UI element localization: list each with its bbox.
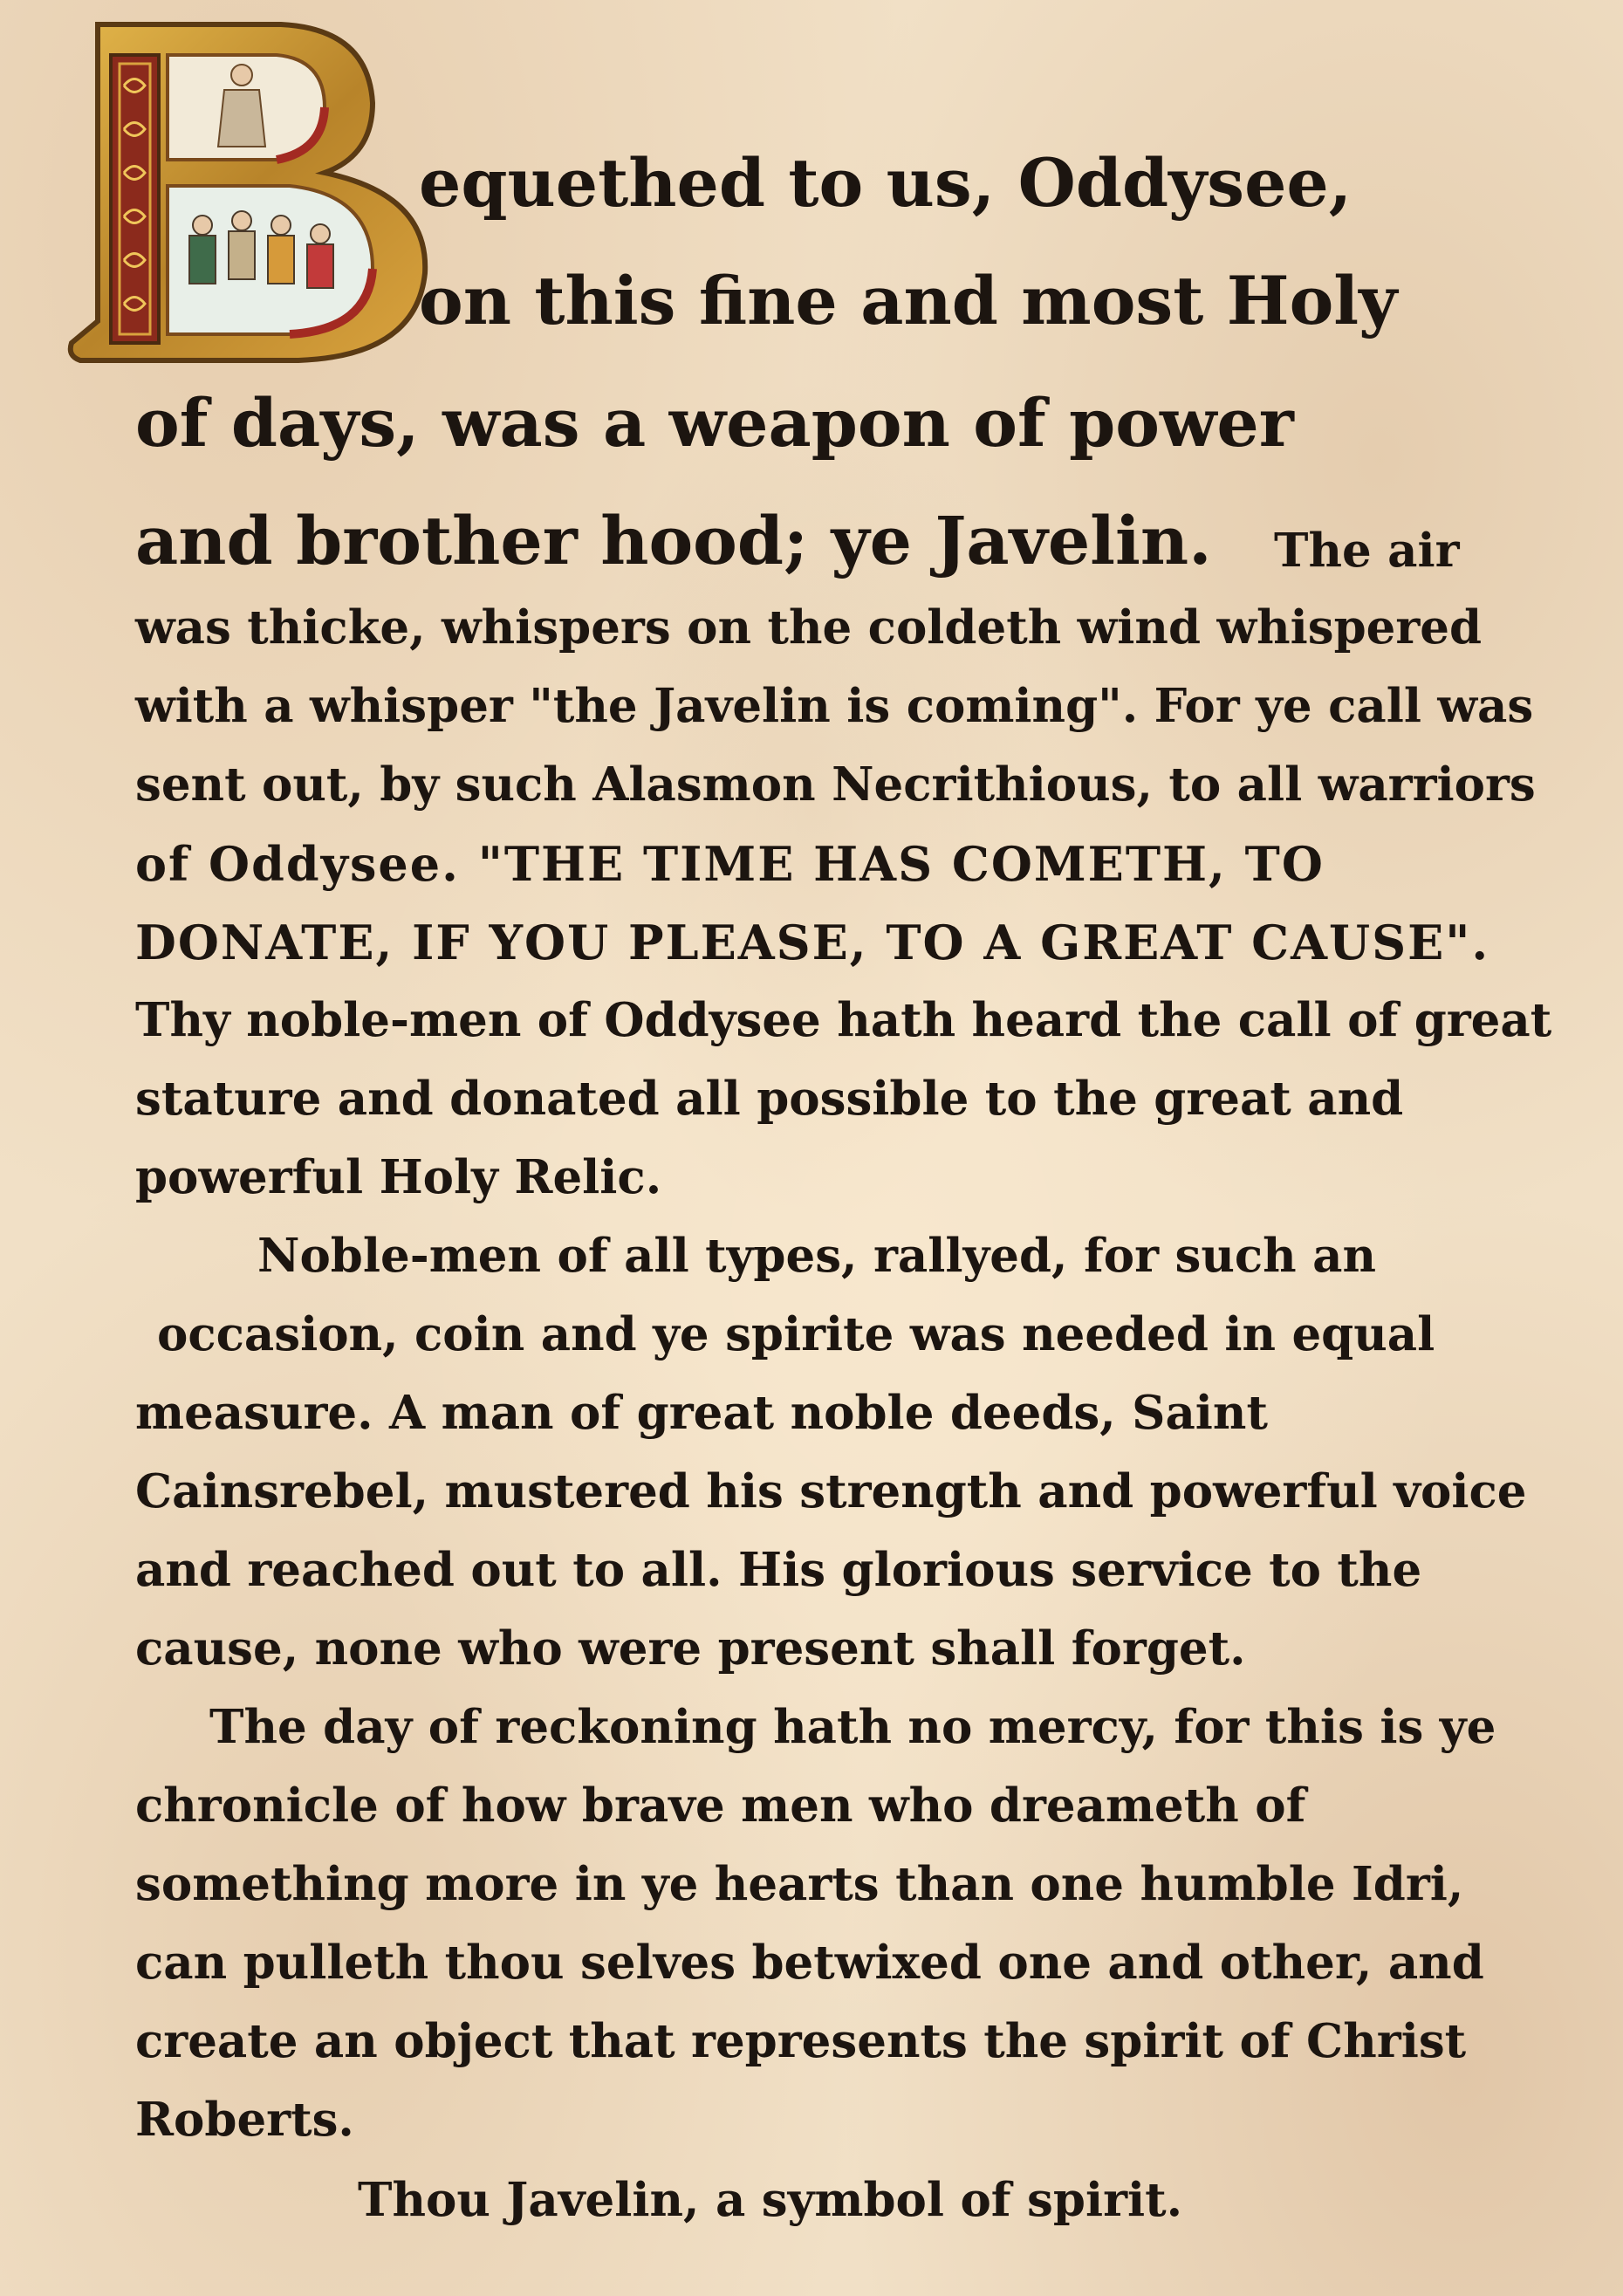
text-line-8: of Oddysee. "THE TIME HAS COMETH, TO [135, 836, 1325, 892]
text-line-2: on this fine and most Holy [419, 262, 1398, 339]
text-line-21: something more in ye hearts than one humble Idri, [135, 1857, 1464, 1911]
text-line-1: equethed to us, Oddysee, [419, 144, 1352, 222]
text-line-23: create an object that represents the spirit of Christ [135, 2014, 1467, 2068]
text-line-19: The day of reckoning hath no mercy, for this is ye [209, 1700, 1496, 1754]
text-line-22: can pulleth thou selves betwixed one and other, and [135, 1936, 1484, 1990]
text-line-15: measure. A man of great noble deeds, Saint [135, 1386, 1268, 1440]
text-line-11: stature and donated all possible to the great and [135, 1072, 1404, 1126]
illuminated-initial-b [63, 7, 447, 374]
text-line-4: and brother hood; ye Javelin. [135, 502, 1212, 579]
text-line-4b: The air [1274, 524, 1460, 578]
text-line-20: chronicle of how brave men who dreameth of [135, 1779, 1306, 1833]
text-line-18: cause, none who were present shall forget. [135, 1621, 1246, 1676]
text-line-3: of days, was a weapon of power [135, 384, 1294, 462]
text-line-5: was thicke, whispers on the coldeth wind whispered [135, 600, 1483, 655]
text-line-16: Cainsrebel, mustered his strength and powerful voice [135, 1464, 1527, 1518]
text-line-13: Noble-men of all types, rallyed, for such an [257, 1229, 1376, 1283]
text-line-7: sent out, by such Alasmon Necrithious, to all warriors [135, 757, 1536, 812]
text-line-14: occasion, coin and ye spirite was needed in equal [157, 1307, 1435, 1361]
text-line-10: Thy noble-men of Oddysee hath heard the call of great [135, 993, 1552, 1047]
text-line-17: and reached out to all. His glorious service to the [135, 1543, 1422, 1597]
text-line-24: Roberts. [135, 2093, 354, 2147]
text-line-9: DONATE, IF YOU PLEASE, TO A GREAT CAUSE". [135, 915, 1490, 970]
text-line-12: powerful Holy Relic. [135, 1150, 662, 1204]
text-line-6: with a whisper "the Javelin is coming". For ye call was [135, 679, 1534, 733]
text-line-25: Thou Javelin, a symbol of spirit. [358, 2173, 1183, 2227]
